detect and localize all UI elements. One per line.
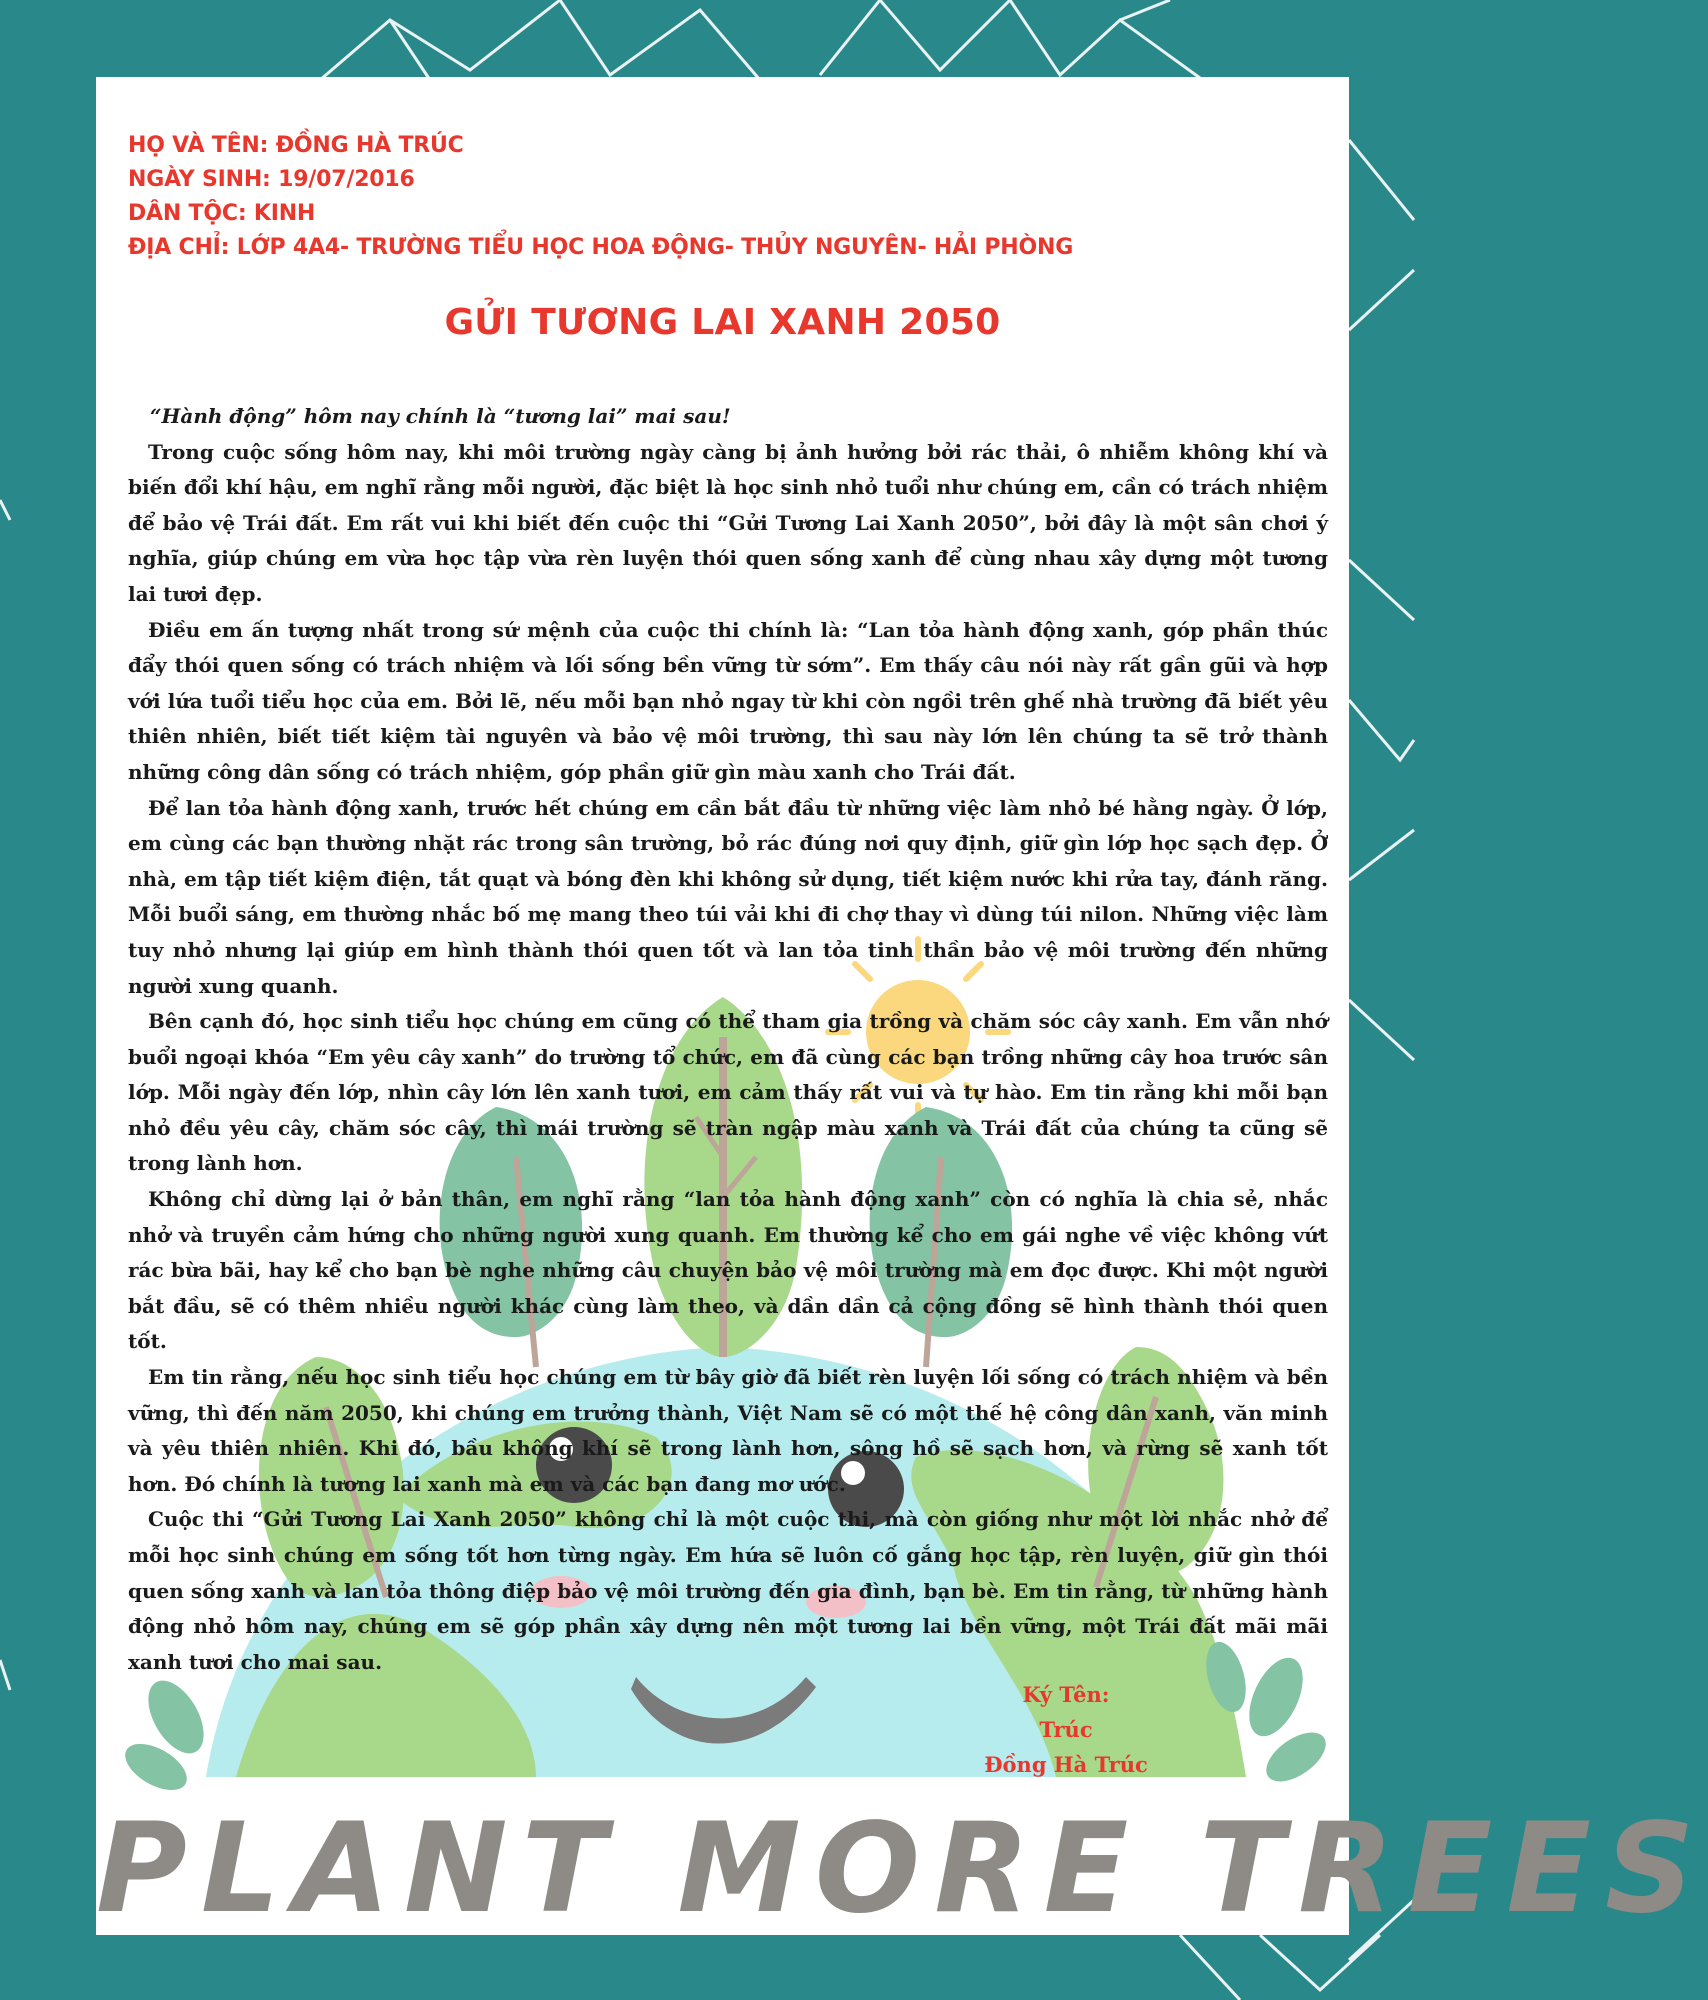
plant-more-trees-banner: PLANT MORE TREES	[96, 1797, 1708, 1941]
student-info	[128, 129, 1073, 265]
letter-title: GỬI TƯƠNG LAI XANH 2050	[444, 302, 1001, 343]
paragraph: Để lan tỏa hành động xanh, trước hết chúng em cần bắt đầu từ những việc làm nhỏ bé hằng ngày. Ở lớp, em cùng các bạn thường nhặt rác trong sân trường, bỏ rác đúng nơi quy định, giữ gìn lớp học sạch đẹp. Ở nhà, em tập tiết kiệm điện, tắt quạt và bóng đèn khi không sử dụng, tiết kiệm nước khi rửa tay, đánh răng. Mỗi buổi sáng, em thường nhắc bố mẹ mang theo túi vải khi đi chợ thay vì dùng túi nilon. Những việc làm tuy nhỏ nhưng lại giúp em hình thành thói quen tốt và lan tỏa tinh thần bảo vệ môi trường đến những người xung quanh.	[128, 795, 1328, 998]
ethnicity-line: DÂN TỘC: KINH	[128, 201, 316, 226]
paragraph: Điều em ấn tượng nhất trong sứ mệnh của cuộc thi chính là: “Lan tỏa hành động xanh, góp phần thúc đẩy thói quen sống có trách nhiệm và lối sống bền vững từ sớm”. Em thấy câu nói này rất gần gũi và hợp với lứa tuổi tiểu học của em. Bởi lẽ, nếu mỗi bạn nhỏ ngay từ khi còn ngồi trên ghế nhà trường đã biết yêu thiên nhiên, biết tiết kiệm tài nguyên và bảo vệ môi trường, thì sau này lớn lên chúng ta sẽ trở thành những công dân sống có trách nhiệm, góp phần giữ gìn màu xanh cho Trái đất.	[128, 617, 1328, 784]
signature-short-name: Trúc	[1039, 1717, 1093, 1742]
paragraph: Bên cạnh đó, học sinh tiểu học chúng em cũng có thể tham gia trồng và chăm sóc cây xanh. Em vẫn nhớ buổi ngoại khóa “Em yêu cây xanh” do trường tổ chức, em đã cùng các bạn trồng những cây hoa trước sân lớp. Mỗi ngày đến lớp, nhìn cây lớn lên xanh tươi, em cảm thấy rất vui và tự hào. Em tin rằng khi mỗi bạn nhỏ đều yêu cây, chăm sóc cây, thì mái trường sẽ tràn ngập màu xanh và Trái đất của chúng ta cũng sẽ trong lành hơn.	[128, 1009, 1328, 1176]
opening-quote: “Hành động” hôm nay chính là “tương lai” mai sau!	[150, 404, 731, 428]
signature-full-name: Đồng Hà Trúc	[984, 1752, 1148, 1777]
paragraph: Cuộc thi “Gửi Tương Lai Xanh 2050” không chỉ là một cuộc thi, mà còn giống như một lời nhắc nhở để mỗi học sinh chúng em sống tốt hơn từng ngày. Em hứa sẽ luôn cố gắng học tập, rèn luyện, giữ gìn thói quen sống xanh và lan tỏa thông điệp bảo vệ môi trường đến gia đình, bạn bè. Em tin rằng, từ những hành động nhỏ hôm nay, chúng em sẽ góp phần xây dựng nên một tương lai bền vững, một Trái đất mãi mãi xanh tươi cho mai sau.	[128, 1507, 1328, 1674]
paragraph: Không chỉ dừng lại ở bản thân, em nghĩ rằng “lan tỏa hành động xanh” còn có nghĩa là chia sẻ, nhắc nhở và truyền cảm hứng cho những người xung quanh. Em thường kể cho em gái nghe về việc không vứt rác bừa bãi, hay kể cho bạn bè nghe những câu chuyện bảo vệ môi trường mà em đọc được. Khi một người bắt đầu, sẽ có thêm nhiều người khác cùng làm theo, và dần dần cả cộng đồng sẽ hình thành thói quen tốt.	[128, 1187, 1328, 1354]
signature-label: Ký Tên:	[1022, 1682, 1110, 1707]
letter-page	[96, 77, 1708, 1941]
paragraph: Trong cuộc sống hôm nay, khi môi trường ngày càng bị ảnh hưởng bởi rác thải, ô nhiễm không khí và biến đổi khí hậu, em nghĩ rằng mỗi người, đặc biệt là học sinh nhỏ tuổi như chúng em, cần có trách nhiệm để bảo vệ Trái đất. Em rất vui khi biết đến cuộc thi “Gửi Tương Lai Xanh 2050”, bởi đây là một sân chơi ý nghĩa, giúp chúng em vừa học tập vừa rèn luyện thói quen sống xanh để cùng nhau xây dựng một tương lai tươi đẹp.	[128, 439, 1328, 606]
signature-block	[956, 1677, 1176, 1782]
name-line: HỌ VÀ TÊN: ĐỒNG HÀ TRÚC	[128, 133, 464, 158]
dob-line: NGÀY SINH: 19/07/2016	[128, 167, 415, 192]
address-line: ĐỊA CHỈ: LỚP 4A4- TRƯỜNG TIỂU HỌC HOA ĐỘNG- THỦY NGUYÊN- HẢI PHÒNG	[128, 235, 1074, 260]
letter-body	[128, 399, 1328, 1680]
paragraph: Em tin rằng, nếu học sinh tiểu học chúng em từ bây giờ đã biết rèn luyện lối sống có trách nhiệm và bền vững, thì đến năm 2050, khi chúng em trưởng thành, Việt Nam sẽ có một thế hệ công dân xanh, văn minh và yêu thiên nhiên. Khi đó, bầu không khí sẽ trong lành hơn, sông hồ sẽ sạch hơn, và rừng sẽ xanh tốt hơn. Đó chính là tương lai xanh mà em và các bạn đang mơ ước.	[128, 1365, 1328, 1496]
